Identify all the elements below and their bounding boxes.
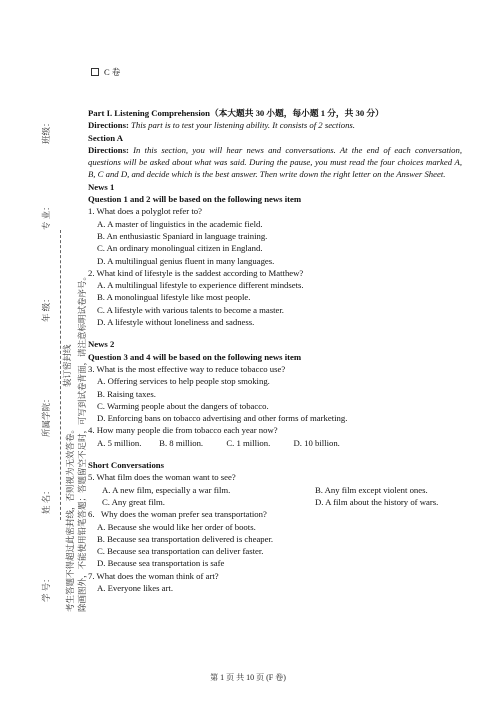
q2-option-b: B. A monolingual lifestyle like most people.: [97, 292, 251, 303]
version-label: C 卷: [104, 67, 121, 77]
q3-option-c: C. Warming people about the dangers of tobacco.: [97, 400, 269, 411]
q2-option-a: A. A multilingual lifestyle to experience different mindsets.: [97, 280, 304, 291]
q4-option-d: D. 10 billion.: [293, 437, 340, 448]
notice-2: 除画图外，不能使用铅笔答题；答题留空不足时，可写到试卷背面，请注意标明试卷序号。: [77, 271, 87, 612]
short-conversations-title: Short Conversations: [88, 460, 165, 471]
question-2: 2. What kind of lifestyle is the saddest according to Matthew?: [88, 267, 304, 278]
q5-option-a: A. A new film, especially a war film.: [102, 484, 231, 495]
question-7: 7. What does the woman think of art?: [88, 570, 219, 581]
college-label: 所属学院：: [41, 394, 51, 437]
q1-option-c: C. An ordinary monolingual citizen in England.: [97, 243, 263, 254]
spacer: [88, 449, 462, 459]
exam-content: [88, 107, 462, 594]
q5-options-row-2: [88, 496, 462, 508]
q2-option-c: C. A lifestyle with various talents to become a master.: [97, 304, 284, 315]
part-title: Part I. Listening Comprehension（本大题共 30 小题，每小题 1 分，共 30 分）: [88, 108, 384, 118]
section-title: Section A: [88, 132, 123, 143]
q3-option-d: D. Enforcing bans on tobacco advertising and other forms of marketing.: [97, 413, 348, 424]
version-marker: [91, 66, 120, 78]
part-directions-text: This part is to test your listening ability. It consists of 2 sections.: [131, 120, 355, 131]
q5-options-row-1: [88, 484, 462, 496]
q1-option-a: A. A master of linguistics in the academic field.: [97, 218, 263, 229]
q4-option-b: B. 8 million.: [159, 437, 204, 448]
question-5: 5. What film does the woman want to see?: [88, 472, 236, 483]
q7-option-a: A. Everyone likes art.: [97, 582, 173, 593]
question-6: 6. Why does the woman prefer sea transportation?: [88, 509, 267, 520]
news1-intro: Question 1 and 2 will be based on the following news item: [88, 194, 302, 205]
news2-title: News 2: [88, 339, 115, 350]
major-label: 专 业：: [41, 202, 51, 230]
q1-option-d: D. A multilingual genius fluent in many languages.: [97, 255, 275, 266]
q4-option-c: C. 1 million.: [226, 437, 271, 448]
q3-option-b: B. Raising taxes.: [97, 388, 156, 399]
grade-label: 年 级：: [41, 294, 51, 322]
section-directions-label: Directions:: [88, 144, 129, 155]
notice-1: 考生答题不得超过此密封线，否则视为无效答卷。: [65, 424, 75, 612]
question-4: 4. How many people die from tobacco each year now?: [88, 425, 278, 436]
q5-option-d: D. A film about the history of wars.: [315, 496, 439, 507]
q6-option-c: C. Because sea transportation can deliver faster.: [97, 546, 264, 557]
section-directions: [88, 144, 462, 181]
news2-intro: Question 3 and 4 will be based on the following news item: [88, 351, 302, 362]
name-label: 姓 名：: [41, 486, 51, 514]
part-directions: [88, 119, 462, 131]
q5-option-b: B. Any film except violent ones.: [315, 484, 428, 495]
part-directions-label: Directions:: [88, 120, 129, 131]
spacer: [88, 328, 462, 338]
news1-title: News 1: [88, 181, 115, 192]
page-footer: 第 1 页 共 10 页 (F 卷): [210, 673, 286, 682]
class-label: 班级：: [41, 118, 51, 144]
q4-option-a: A. 5 million.: [97, 437, 142, 448]
q4-options: [88, 437, 462, 449]
question-3: 3. What is the most effective way to reduce tobacco use?: [88, 363, 286, 374]
q6-option-a: A. Because she would like her order of boots.: [97, 521, 256, 532]
q6-option-b: B. Because sea transportation delivered is cheaper.: [97, 533, 274, 544]
q3-option-a: A. Offering services to help people stop smoking.: [97, 376, 270, 387]
version-checkbox[interactable]: [91, 68, 99, 76]
cut-line: [60, 230, 72, 520]
q2-option-d: D. A lifestyle without loneliness and sadness.: [97, 317, 255, 328]
section-directions-text: In this section, you will hear news and conversations. At the end of each conversation, questions will be asked about what was said. During the pause, you must read the four choices marked A, B, C and D, and decide which is the best answer. Then write down the right letter on the Answer Sheet.: [88, 144, 463, 180]
q6-option-d: D. Because sea transportation is safe: [97, 558, 225, 569]
student-id-label: 学 号：: [41, 574, 51, 602]
question-1: 1. What does a polyglot refer to?: [88, 206, 202, 217]
cut-line-label: 装订密封线: [61, 341, 73, 390]
q5-option-c: C. Any great film.: [102, 496, 165, 507]
q1-option-b: B. An enthusiastic Spaniard in language training.: [97, 230, 268, 241]
